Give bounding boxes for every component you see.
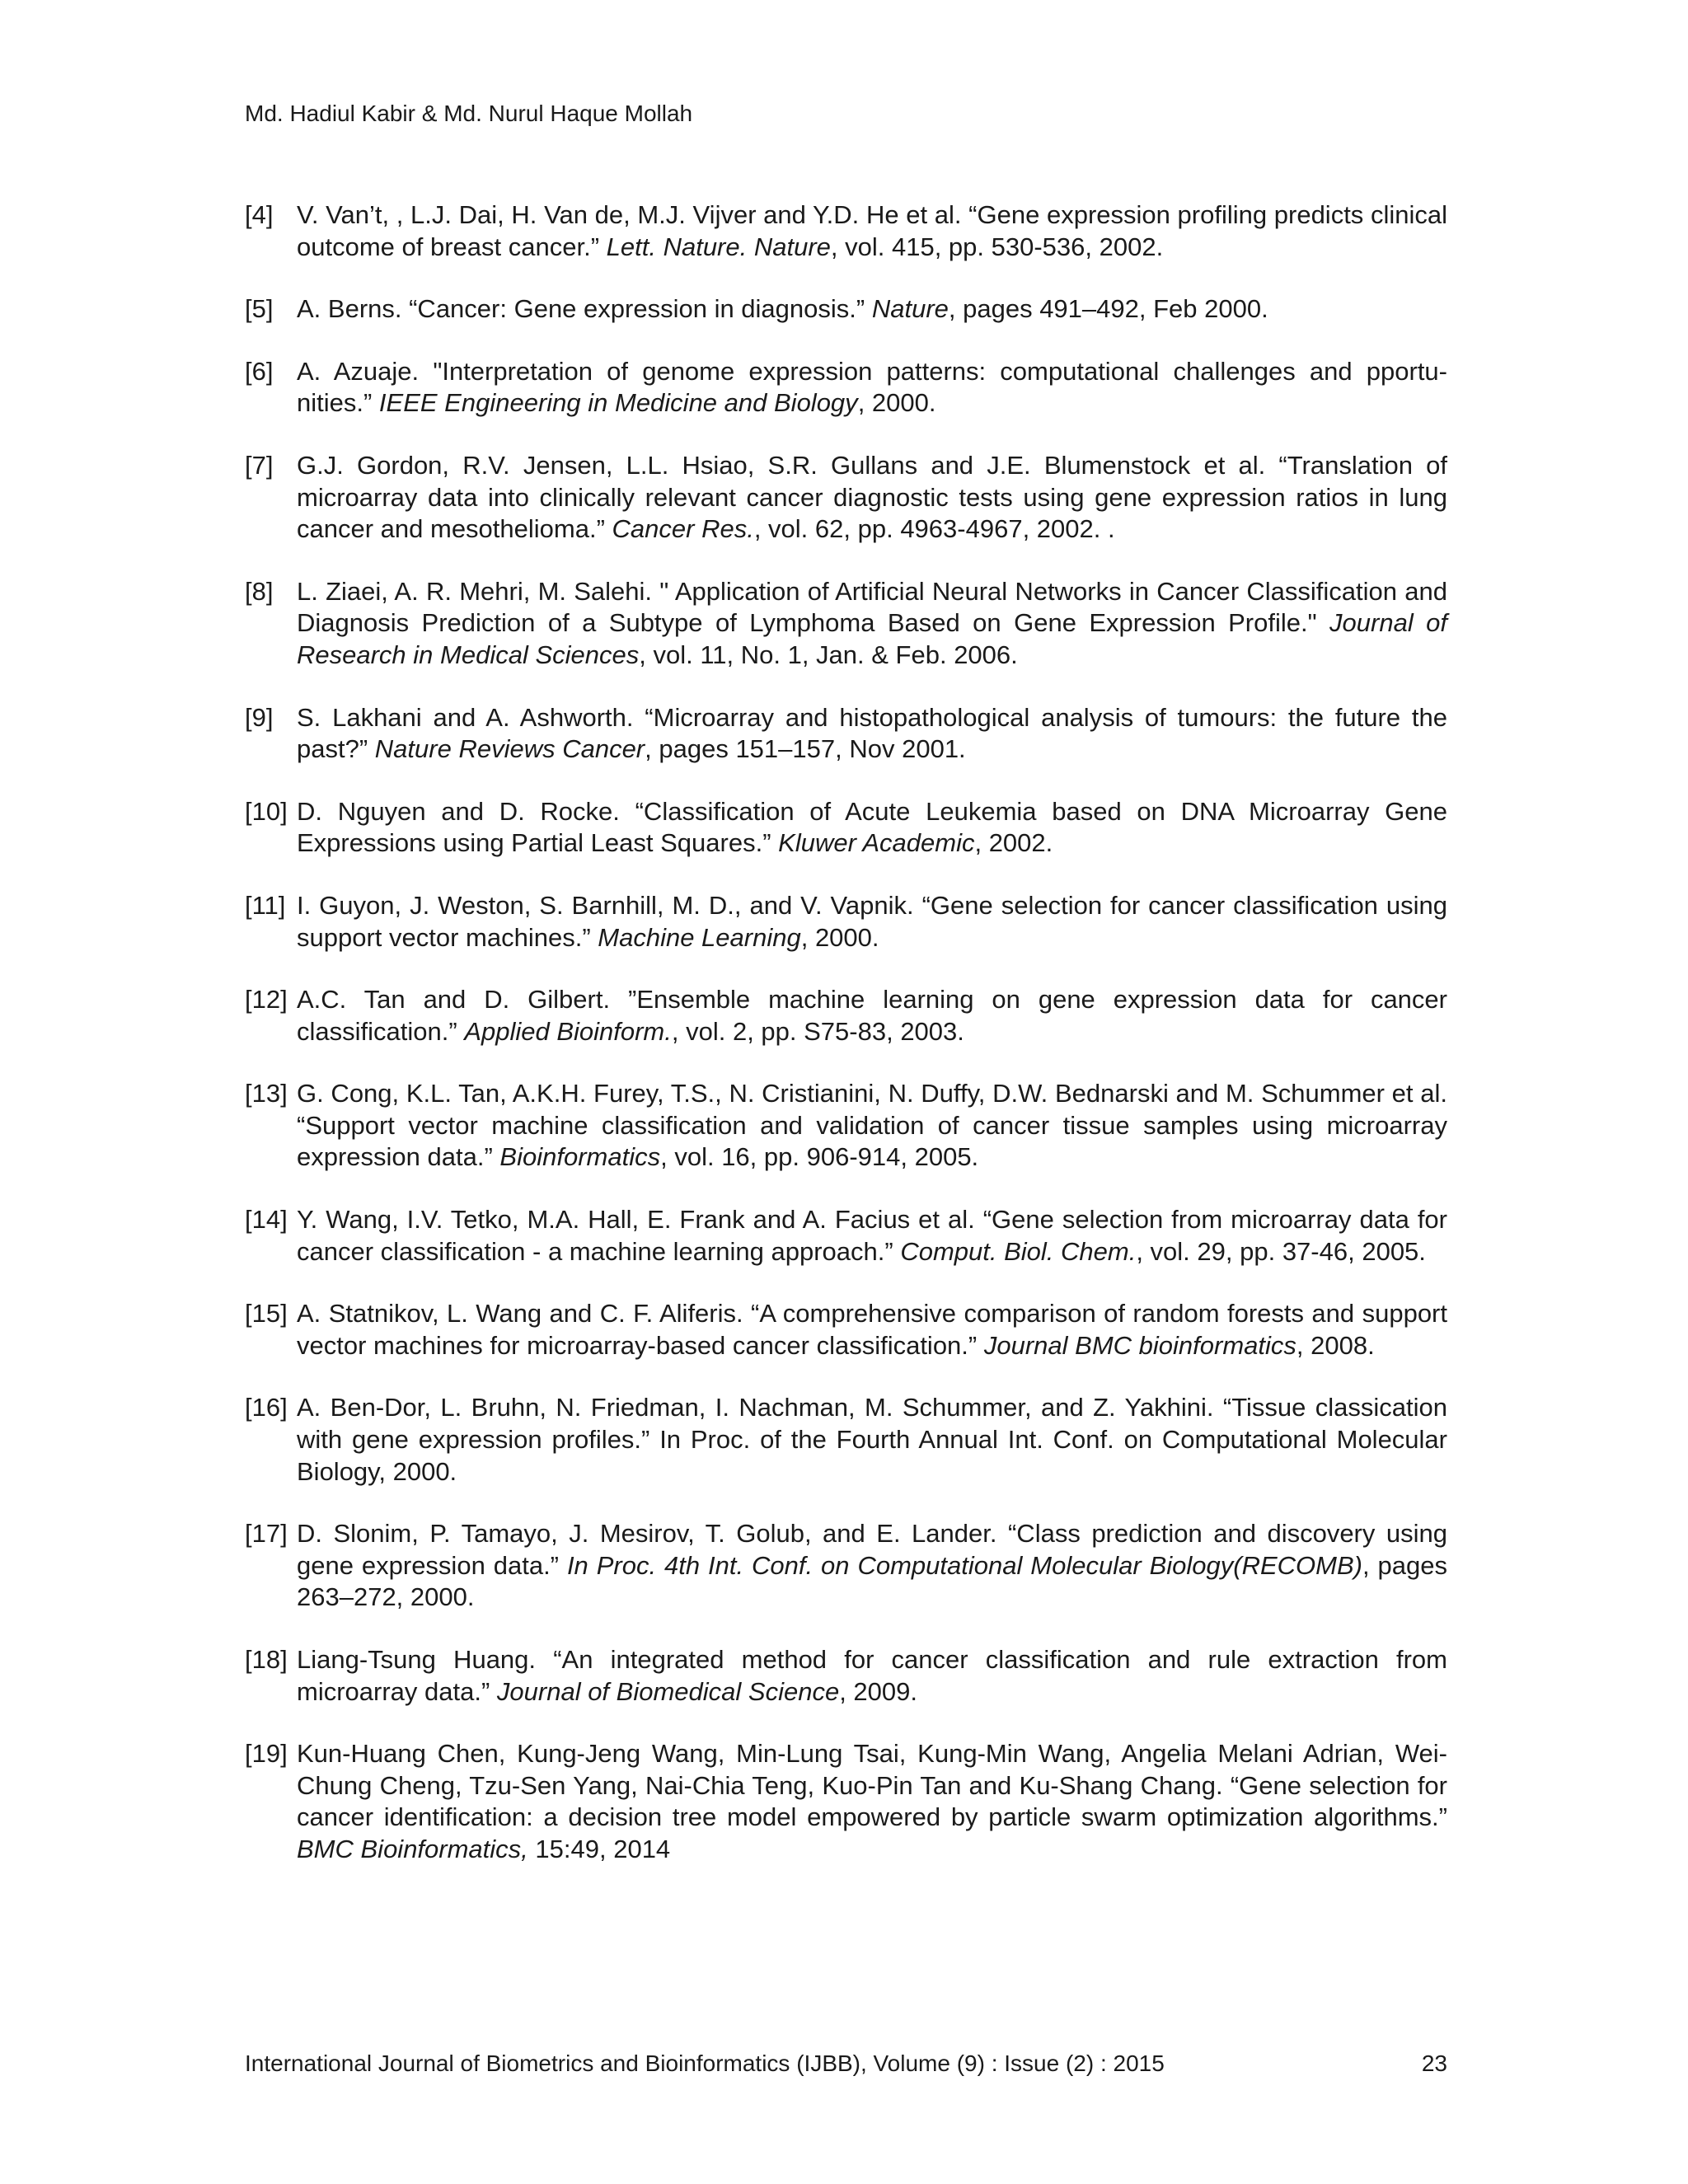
reference-item	[245, 199, 1447, 263]
reference-item	[245, 702, 1447, 766]
reference-body: Kun-Huang Chen, Kung-Jeng Wang, Min-Lung Tsai, Kung-Min Wang, Angelia Melani Adrian, Wei-Chung Cheng, Tzu-Sen Yang, Nai-Chia Teng, Kuo-Pin Tan and Ku-Shang Chang. “Gene selection for cancer identification: a decision tree model empowered by particle swarm optimization algorithms.”	[297, 1739, 1447, 1832]
reference-text	[297, 1392, 1447, 1488]
reference-details: , pages 491–492, Feb 2000.	[948, 294, 1268, 324]
reference-venue: Machine Learning	[598, 922, 801, 952]
reference-item	[245, 1078, 1447, 1174]
reference-text	[297, 984, 1447, 1047]
reference-details: , 2008.	[1296, 1330, 1375, 1360]
reference-number: [5]	[245, 294, 274, 324]
reference-details: , vol. 62, pp. 4963-4967, 2002. .	[753, 514, 1115, 544]
reference-body: V. Van’t, , L.J. Dai, H. Van de, M.J. Vijver and Y.D. He et al. “Gene expression profiling predicts clinical outcome of breast cancer.”	[297, 200, 1447, 261]
reference-venue: Nature Reviews Cancer	[374, 734, 645, 764]
reference-text	[297, 199, 1447, 263]
page-footer	[245, 2047, 1447, 2080]
reference-number: [9]	[245, 702, 274, 732]
reference-number: [19]	[245, 1739, 288, 1769]
reference-text	[297, 576, 1447, 672]
page-number: 23	[1421, 2050, 1447, 2076]
reference-number: [4]	[245, 200, 274, 229]
reference-text	[297, 796, 1447, 860]
reference-details: , 2000.	[857, 388, 936, 418]
reference-item	[245, 450, 1447, 546]
reference-body: D. Slonim, P. Tamayo, J. Mesirov, T. Golub, and E. Lander. “Class prediction and discovery using gene expression data.”	[297, 1519, 1447, 1580]
reference-number: [7]	[245, 450, 274, 480]
reference-text	[297, 1644, 1447, 1708]
reference-body: L. Ziaei, A. R. Mehri, M. Salehi. " Application of Artificial Neural Networks in Cancer Classification and Diagnosis Prediction of a Subtype of Lymphoma Based on Gene Expression Profile."	[297, 576, 1447, 638]
reference-text	[297, 702, 1447, 766]
reference-body: A. Berns. “Cancer: Gene expression in diagnosis.”	[297, 294, 872, 324]
reference-text	[297, 356, 1447, 419]
reference-details: , 2009.	[839, 1676, 917, 1706]
reference-details: , vol. 415, pp. 530-536, 2002.	[830, 232, 1164, 261]
reference-details: , vol. 29, pp. 37-46, 2005.	[1136, 1236, 1426, 1266]
reference-venue: In Proc. 4th Int. Conf. on Computational Molecular Biology(RECOMB)	[566, 1550, 1362, 1580]
reference-item	[245, 796, 1447, 860]
reference-text	[297, 1298, 1447, 1361]
reference-item	[245, 890, 1447, 954]
reference-body: Liang-Tsung Huang. “An integrated method for cancer classification and rule extraction from microarray data.”	[297, 1645, 1447, 1706]
reference-item	[245, 1204, 1447, 1268]
reference-body: I. Guyon, J. Weston, S. Barnhill, M. D., and V. Vapnik. “Gene selection for cancer classification using support vector machines.”	[297, 890, 1447, 952]
reference-text	[297, 450, 1447, 546]
reference-details: , vol. 16, pp. 906-914, 2005.	[660, 1142, 979, 1172]
reference-venue: Applied Bioinform.	[464, 1016, 672, 1046]
reference-venue: Bioinformatics	[499, 1142, 661, 1172]
reference-text	[297, 1738, 1447, 1865]
reference-body: Y. Wang, I.V. Tetko, M.A. Hall, E. Frank and A. Facius et al. “Gene selection from microarray data for cancer classification - a machine learning approach.”	[297, 1205, 1447, 1266]
reference-item	[245, 293, 1447, 326]
reference-item	[245, 1298, 1447, 1361]
reference-body: A. Ben-Dor, L. Bruhn, N. Friedman, I. Nachman, M. Schummer, and Z. Yakhini. “Tissue classication with gene expression profiles.” In Proc. of the Fourth Annual Int. Conf. on Computational Molecular Biology, 2000.	[297, 1393, 1447, 1486]
reference-number: [13]	[245, 1079, 288, 1108]
reference-number: [15]	[245, 1299, 288, 1329]
reference-number: [17]	[245, 1519, 288, 1549]
reference-text	[297, 1518, 1447, 1614]
reference-venue: Comput. Biol. Chem.	[900, 1236, 1137, 1266]
reference-number: [10]	[245, 796, 288, 826]
reference-item	[245, 984, 1447, 1047]
reference-details: , 2000.	[800, 922, 879, 952]
reference-body: G. Cong, K.L. Tan, A.K.H. Furey, T.S., N. Cristianini, N. Duffy, D.W. Bednarski and M. Schummer et al. “Support vector machine classification and validation of cancer tissue samples using microarray expression data.”	[297, 1079, 1447, 1172]
reference-venue: Cancer Res.	[612, 514, 754, 544]
footer-journal: International Journal of Biometrics and Bioinformatics (IJBB), Volume (9) : Issue (2) : 2015	[245, 2050, 1165, 2076]
reference-text	[297, 1204, 1447, 1268]
reference-details: , vol. 2, pp. S75-83, 2003.	[671, 1016, 964, 1046]
reference-list	[245, 199, 1447, 1896]
reference-body: A.C. Tan and D. Gilbert. ”Ensemble machine learning on gene expression data for cancer classification.”	[297, 985, 1447, 1046]
reference-body: A. Statnikov, L. Wang and C. F. Aliferis. “A comprehensive comparison of random forests and support vector machines for microarray-based cancer classification.”	[297, 1299, 1447, 1360]
reference-body: A. Azuaje. "Interpretation of genome expression patterns: computational challenges and pportu-nities.”	[297, 356, 1447, 418]
reference-venue: Journal BMC bioinformatics	[983, 1330, 1296, 1360]
running-head-authors: Md. Hadiul Kabir & Md. Nurul Haque Mollah	[245, 101, 693, 126]
reference-text	[297, 293, 1447, 326]
reference-venue: Journal of Biomedical Science	[496, 1676, 840, 1706]
reference-venue: Kluwer Academic	[778, 828, 975, 858]
reference-item	[245, 1738, 1447, 1865]
reference-number: [6]	[245, 356, 274, 386]
reference-venue: Journal of Research in Medical Sciences	[297, 608, 1448, 669]
reference-details: 15:49, 2014	[528, 1834, 671, 1863]
reference-number: [18]	[245, 1645, 288, 1674]
reference-venue: IEEE Engineering in Medicine and Biology	[378, 388, 858, 418]
reference-text	[297, 890, 1447, 954]
reference-text	[297, 1078, 1447, 1174]
reference-item	[245, 356, 1447, 419]
reference-venue: Lett. Nature. Nature	[606, 232, 831, 261]
reference-item	[245, 1392, 1447, 1488]
reference-number: [11]	[245, 890, 286, 920]
reference-number: [8]	[245, 576, 274, 606]
reference-body: G.J. Gordon, R.V. Jensen, L.L. Hsiao, S.R. Gullans and J.E. Blumenstock et al. “Translation of microarray data into clinically relevant cancer diagnostic tests using gene expression ratios in lung cancer and mesothelioma.”	[297, 450, 1447, 544]
reference-item	[245, 1644, 1447, 1708]
reference-number: [16]	[245, 1393, 288, 1422]
reference-body: S. Lakhani and A. Ashworth. “Microarray and histopathological analysis of tumours: the future the past?”	[297, 702, 1447, 764]
reference-number: [14]	[245, 1205, 288, 1235]
reference-item	[245, 576, 1447, 672]
reference-body: D. Nguyen and D. Rocke. “Classification of Acute Leukemia based on DNA Microarray Gene Expressions using Partial Least Squares.”	[297, 796, 1447, 858]
reference-venue: Nature	[871, 294, 949, 324]
reference-details: , vol. 11, No. 1, Jan. & Feb. 2006.	[639, 640, 1018, 669]
reference-venue: BMC Bioinformatics,	[297, 1834, 528, 1863]
reference-details: , 2002.	[974, 828, 1053, 858]
reference-number: [12]	[245, 985, 288, 1015]
reference-item	[245, 1518, 1447, 1614]
reference-details: , pages 263–272, 2000.	[297, 1550, 1447, 1612]
reference-details: , pages 151–157, Nov 2001.	[645, 734, 966, 764]
